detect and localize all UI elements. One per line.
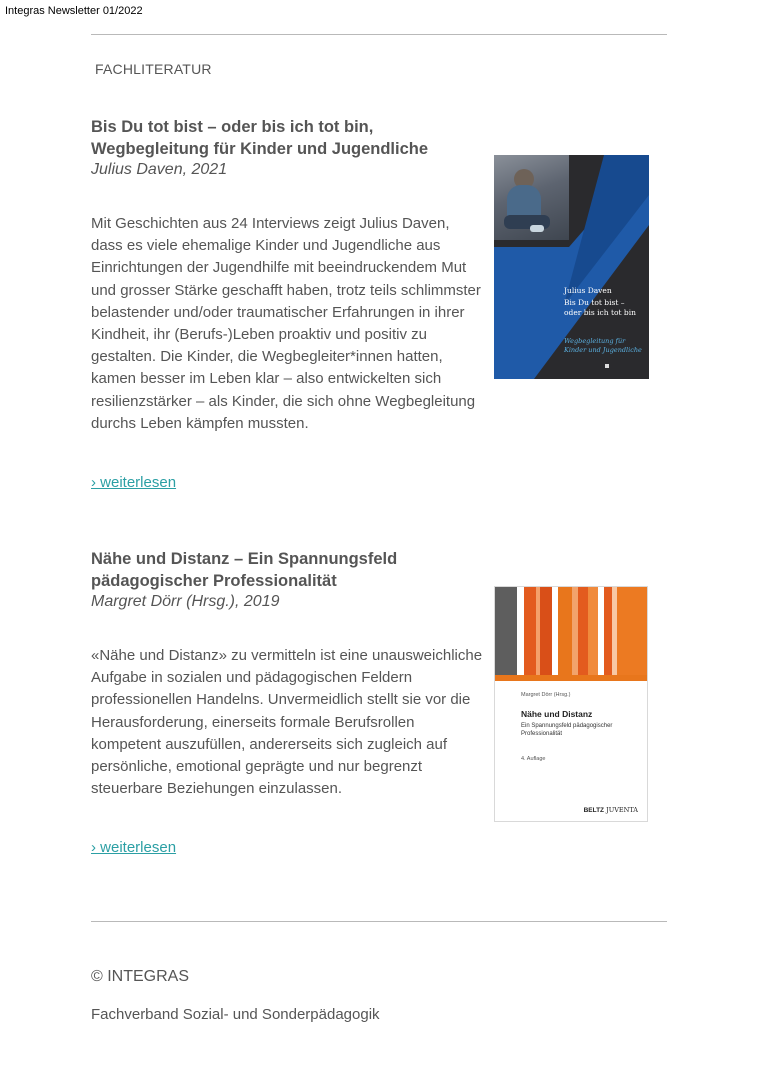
book-cover-image <box>494 155 649 379</box>
book-title-line-1: Bis Du tot bist – oder bis ich tot bin, <box>91 118 374 136</box>
book-title <box>91 548 491 592</box>
section-label: FACHLITERATUR <box>95 61 212 77</box>
book-author: Margret Dörr (Hrsg.), 2019 <box>91 593 280 610</box>
newsletter-title: Integras Newsletter 01/2022 <box>5 5 143 17</box>
book-author: Julius Daven, 2021 <box>91 161 228 178</box>
cover-subtitle: Ein Spannungsfeld pädagogischer Professionalität <box>521 723 613 737</box>
top-divider <box>91 34 667 35</box>
cover-author: Margret Dörr (Hrsg.) <box>521 692 571 698</box>
book-title-line-1: Nähe und Distanz – Ein Spannungsfeld <box>91 550 398 568</box>
book-cover-image <box>494 586 648 822</box>
footer-divider <box>91 921 667 922</box>
book-title-line-2: Wegbegleitung für Kinder und Jugendliche <box>91 140 429 158</box>
cover-title: Nähe und Distanz <box>521 709 593 719</box>
book-description: «Nähe und Distanz» zu vermitteln ist eine unausweichliche Aufgabe in sozialen und pädagogischen Feldern professionellen Handelns. Unvermeidlich stellt sie vor die Herausforderung, einerseits formale Berufsrollen kompetent auszufüllen, andererseits sich zugleich auf persönliche, emotional geprägte und nur begrenzt steuerbare Beziehungen einzulassen. <box>91 647 483 798</box>
cover-photo <box>494 155 569 240</box>
cover-author: Julius Daven <box>564 286 612 295</box>
cover-edition: 4. Auflage <box>521 756 546 762</box>
cover-title: Bis Du tot bist – oder bis ich tot bin <box>564 298 636 317</box>
footer-organization: Fachverband Sozial- und Sonderpädagogik <box>91 1006 380 1023</box>
read-more-link[interactable]: › weiterlesen <box>91 474 177 491</box>
publisher-name-rest: JUVENTA <box>606 806 638 814</box>
publisher-name-bold: BELTZ <box>583 807 605 814</box>
book-title-line-2: pädagogischer Professionalität <box>91 572 337 590</box>
book-description: Mit Geschichten aus 24 Interviews zeigt Julius Daven, dass es viele ehemalige Kinder und Jugendliche aus Einrichtungen der Jugendhilfe mit beeindruckendem Mut und grosser Stärke geschafft haben, trotz teils schlimmster belastender und/oder traumatischer Erfahrungen in ihrer Kindheit, ihr (Berufs-)Leben proaktiv und positiv zu gestalten. Die Kinder, die Wegbegleiter*innen hatten, kamen besser im Leben klar – also entwickelten sich resilienzstärker – als Kinder, die sich ohne Wegbegleitung durchs Leben kämpfen mussten. <box>91 215 481 432</box>
footer-copyright: © INTEGRAS <box>91 968 190 985</box>
read-more-link[interactable]: › weiterlesen <box>91 839 177 856</box>
cover-subtitle: Wegbegleitung für Kinder und Jugendliche <box>564 337 642 354</box>
publisher-logo <box>584 806 638 814</box>
publisher-logo-icon <box>605 364 609 368</box>
book-title <box>91 116 491 160</box>
